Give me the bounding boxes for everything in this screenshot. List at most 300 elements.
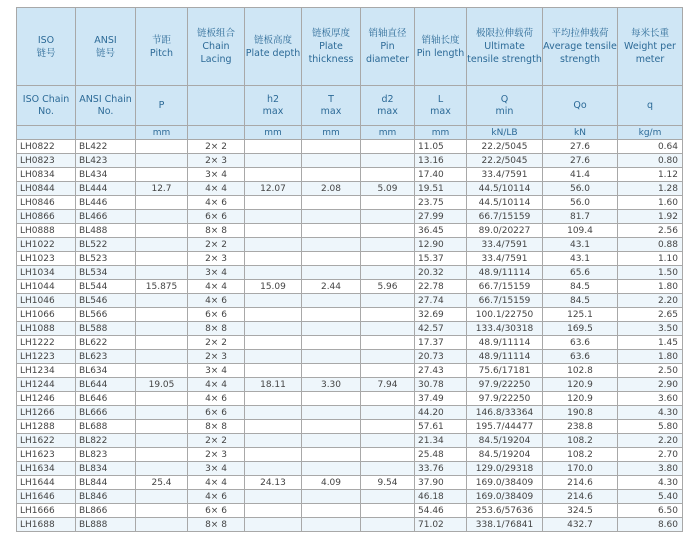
pitch-cell [136, 406, 188, 420]
pin-diameter-cell [361, 294, 415, 308]
iso-chain-no: LH1634 [17, 462, 76, 476]
pin-length: 30.78 [415, 378, 467, 392]
pin-diameter-cell [361, 392, 415, 406]
table-row [17, 476, 683, 490]
pitch-cell: 19.05 [136, 378, 188, 392]
pin-length: 36.45 [415, 224, 467, 238]
iso-chain-no: LH1666 [17, 504, 76, 518]
chain-lacing: 4× 6 [188, 392, 245, 406]
symbol-line-1: q [646, 99, 654, 111]
table-row [17, 322, 683, 336]
average-tensile-strength: 214.6 [543, 476, 618, 490]
pin-diameter-cell [361, 168, 415, 182]
ansi-chain-no: BL566 [76, 308, 136, 322]
symbol-cell [543, 86, 618, 126]
pin-diameter-cell: 9.54 [361, 476, 415, 490]
pin-diameter-cell [361, 224, 415, 238]
table-row [17, 406, 683, 420]
pitch-cell [136, 490, 188, 504]
symbol-line-1: Q [500, 93, 509, 105]
header-line-2: Ultimate tensile strength [467, 41, 542, 65]
plate-depth-cell [245, 392, 302, 406]
ultimate-tensile-strength: 169.0/38409 [467, 490, 543, 504]
plate-thickness-cell [302, 266, 361, 280]
average-tensile-strength: 120.9 [543, 378, 618, 392]
ultimate-tensile-strength: 44.5/10114 [467, 182, 543, 196]
ansi-chain-no: BL466 [76, 210, 136, 224]
pitch-cell: 15.875 [136, 280, 188, 294]
chain-lacing: 6× 6 [188, 308, 245, 322]
table-row [17, 182, 683, 196]
table-row [17, 518, 683, 532]
iso-chain-no: LH1623 [17, 448, 76, 462]
ultimate-tensile-strength: 66.7/15159 [467, 210, 543, 224]
plate-depth-cell [245, 490, 302, 504]
header-cell [188, 8, 245, 86]
ultimate-tensile-strength: 84.5/19204 [467, 434, 543, 448]
iso-chain-no: LH1222 [17, 336, 76, 350]
ansi-chain-no: BL844 [76, 476, 136, 490]
symbol-cell [361, 86, 415, 126]
header-line-2: Pin length [416, 47, 465, 59]
weight-per-meter: 4.30 [618, 406, 683, 420]
symbol-line-1: h2 [266, 93, 280, 105]
table-row [17, 364, 683, 378]
ultimate-tensile-strength: 22.2/5045 [467, 140, 543, 154]
pitch-cell [136, 322, 188, 336]
weight-per-meter: 1.28 [618, 182, 683, 196]
plate-thickness-cell [302, 364, 361, 378]
ansi-chain-no: BL488 [76, 224, 136, 238]
pin-diameter-cell [361, 350, 415, 364]
ultimate-tensile-strength: 66.7/15159 [467, 294, 543, 308]
pin-diameter-cell [361, 490, 415, 504]
ansi-chain-no: BL422 [76, 140, 136, 154]
ansi-chain-no: BL822 [76, 434, 136, 448]
header-cell [618, 8, 683, 86]
pin-diameter-cell [361, 210, 415, 224]
ultimate-tensile-strength: 195.7/44477 [467, 420, 543, 434]
header-cell [136, 8, 188, 86]
pitch-cell [136, 462, 188, 476]
symbol-cell [245, 86, 302, 126]
table-row [17, 434, 683, 448]
ultimate-tensile-strength: 66.7/15159 [467, 280, 543, 294]
header-line-1: 极限拉伸载荷 [475, 28, 533, 39]
plate-depth-cell [245, 266, 302, 280]
plate-depth-cell [245, 336, 302, 350]
pitch-cell [136, 434, 188, 448]
header-line-1: ISO [37, 34, 55, 46]
weight-per-meter: 2.20 [618, 294, 683, 308]
plate-depth-cell [245, 224, 302, 238]
pin-length: 25.48 [415, 448, 467, 462]
weight-per-meter: 0.80 [618, 154, 683, 168]
table-row [17, 140, 683, 154]
pin-length: 15.37 [415, 252, 467, 266]
ultimate-tensile-strength: 146.8/33364 [467, 406, 543, 420]
plate-thickness-cell [302, 238, 361, 252]
table-row [17, 168, 683, 182]
plate-depth-cell [245, 294, 302, 308]
table-row [17, 280, 683, 294]
pin-diameter-cell [361, 322, 415, 336]
chain-lacing: 4× 6 [188, 490, 245, 504]
ansi-chain-no: BL522 [76, 238, 136, 252]
iso-chain-no: LH0822 [17, 140, 76, 154]
symbol-cell [415, 86, 467, 126]
unit-cell: mm [415, 126, 467, 140]
symbol-line-1: T [328, 93, 334, 105]
pin-diameter-cell [361, 196, 415, 210]
ansi-chain-no: BL666 [76, 406, 136, 420]
average-tensile-strength: 84.5 [543, 280, 618, 294]
chain-lacing: 6× 6 [188, 504, 245, 518]
pin-length: 12.90 [415, 238, 467, 252]
pin-length: 37.49 [415, 392, 467, 406]
plate-thickness-cell [302, 490, 361, 504]
plate-thickness-cell [302, 308, 361, 322]
chain-lacing: 6× 6 [188, 406, 245, 420]
chain-lacing: 8× 8 [188, 420, 245, 434]
symbol-line-2: No. [97, 105, 114, 117]
header-row-2 [17, 86, 683, 126]
pitch-cell [136, 448, 188, 462]
header-line-1: 销轴直径 [368, 28, 407, 39]
header-line-2: Plate depth [245, 47, 301, 59]
plate-depth-cell: 15.09 [245, 280, 302, 294]
chain-lacing: 8× 8 [188, 224, 245, 238]
plate-depth-cell [245, 420, 302, 434]
plate-depth-cell [245, 308, 302, 322]
pin-length: 20.32 [415, 266, 467, 280]
weight-per-meter: 2.56 [618, 224, 683, 238]
symbol-line-2: max [377, 105, 398, 117]
plate-thickness-cell [302, 224, 361, 238]
pin-length: 46.18 [415, 490, 467, 504]
plate-depth-cell [245, 462, 302, 476]
iso-chain-no: LH1234 [17, 364, 76, 378]
header-cell [361, 8, 415, 86]
pitch-cell [136, 308, 188, 322]
header-line-2: Pitch [149, 47, 174, 59]
pitch-cell [136, 238, 188, 252]
weight-per-meter: 3.80 [618, 462, 683, 476]
symbol-cell [302, 86, 361, 126]
unit-cell [76, 126, 136, 140]
symbol-line-2: min [495, 105, 514, 117]
iso-chain-no: LH0823 [17, 154, 76, 168]
symbol-line-1: ISO Chain [22, 93, 70, 105]
ansi-chain-no: BL644 [76, 378, 136, 392]
header-cell [76, 8, 136, 86]
plate-depth-cell [245, 364, 302, 378]
weight-per-meter: 2.70 [618, 448, 683, 462]
chain-lacing: 2× 3 [188, 350, 245, 364]
weight-per-meter: 0.88 [618, 238, 683, 252]
plate-thickness-cell [302, 210, 361, 224]
ansi-chain-no: BL544 [76, 280, 136, 294]
unit-cell: kN/LB [467, 126, 543, 140]
iso-chain-no: LH1034 [17, 266, 76, 280]
pin-diameter-cell [361, 434, 415, 448]
pin-length: 17.37 [415, 336, 467, 350]
ultimate-tensile-strength: 89.0/20227 [467, 224, 543, 238]
pitch-cell [136, 336, 188, 350]
pin-diameter-cell [361, 462, 415, 476]
header-line-2: 链号 [95, 47, 115, 59]
header-line-1: 链板厚度 [311, 28, 350, 39]
weight-per-meter: 8.60 [618, 518, 683, 532]
table-body [17, 140, 683, 532]
pin-length: 19.51 [415, 182, 467, 196]
ultimate-tensile-strength: 48.9/11114 [467, 336, 543, 350]
pitch-cell [136, 504, 188, 518]
plate-depth-cell [245, 238, 302, 252]
pitch-cell [136, 266, 188, 280]
symbol-line-1: Qo [573, 99, 587, 111]
ultimate-tensile-strength: 253.6/57636 [467, 504, 543, 518]
chain-lacing: 4× 4 [188, 378, 245, 392]
pin-diameter-cell [361, 504, 415, 518]
symbol-line-2: max [262, 105, 284, 117]
average-tensile-strength: 27.6 [543, 140, 618, 154]
average-tensile-strength: 27.6 [543, 154, 618, 168]
average-tensile-strength: 169.5 [543, 322, 618, 336]
plate-thickness-cell [302, 294, 361, 308]
ultimate-tensile-strength: 97.9/22250 [467, 378, 543, 392]
ultimate-tensile-strength: 100.1/22750 [467, 308, 543, 322]
table-row [17, 196, 683, 210]
chain-lacing: 6× 6 [188, 210, 245, 224]
weight-per-meter: 1.45 [618, 336, 683, 350]
ultimate-tensile-strength: 84.5/19204 [467, 448, 543, 462]
plate-thickness-cell [302, 462, 361, 476]
chain-lacing: 4× 6 [188, 294, 245, 308]
header-cell [245, 8, 302, 86]
table-row [17, 392, 683, 406]
header-line-1: 节距 [151, 34, 171, 46]
unit-cell: mm [361, 126, 415, 140]
pin-length: 57.61 [415, 420, 467, 434]
plate-depth-cell [245, 350, 302, 364]
chain-lacing: 2× 3 [188, 448, 245, 462]
iso-chain-no: LH1688 [17, 518, 76, 532]
unit-cell: mm [245, 126, 302, 140]
ansi-chain-no: BL534 [76, 266, 136, 280]
iso-chain-no: LH0846 [17, 196, 76, 210]
iso-chain-no: LH1644 [17, 476, 76, 490]
chain-lacing: 4× 4 [188, 280, 245, 294]
plate-thickness-cell [302, 140, 361, 154]
ansi-chain-no: BL623 [76, 350, 136, 364]
pin-diameter-cell [361, 308, 415, 322]
pin-length: 37.90 [415, 476, 467, 490]
table-row [17, 224, 683, 238]
plate-depth-cell [245, 140, 302, 154]
header-line-2: Pin diameter [365, 41, 410, 65]
average-tensile-strength: 190.8 [543, 406, 618, 420]
header-line-1: 链板组合 [196, 28, 235, 39]
ultimate-tensile-strength: 97.9/22250 [467, 392, 543, 406]
iso-chain-no: LH0888 [17, 224, 76, 238]
weight-per-meter: 1.50 [618, 266, 683, 280]
table-row [17, 308, 683, 322]
plate-thickness-cell [302, 434, 361, 448]
ultimate-tensile-strength: 169.0/38409 [467, 476, 543, 490]
unit-cell: kg/m [618, 126, 683, 140]
table-row [17, 378, 683, 392]
unit-cell [188, 126, 245, 140]
pin-length: 27.99 [415, 210, 467, 224]
iso-chain-no: LH1223 [17, 350, 76, 364]
table-row [17, 504, 683, 518]
ultimate-tensile-strength: 48.9/11114 [467, 266, 543, 280]
weight-per-meter: 5.80 [618, 420, 683, 434]
table-row [17, 294, 683, 308]
table-row [17, 154, 683, 168]
plate-thickness-cell [302, 168, 361, 182]
plate-depth-cell [245, 196, 302, 210]
header-cell [415, 8, 467, 86]
plate-thickness-cell [302, 504, 361, 518]
symbol-cell [618, 86, 683, 126]
chain-spec-table-wrap [16, 7, 682, 532]
plate-thickness-cell: 2.44 [302, 280, 361, 294]
average-tensile-strength: 125.1 [543, 308, 618, 322]
plate-thickness-cell [302, 196, 361, 210]
chain-lacing: 2× 2 [188, 238, 245, 252]
chain-spec-table [16, 7, 683, 532]
iso-chain-no: LH1622 [17, 434, 76, 448]
pin-length: 27.74 [415, 294, 467, 308]
symbol-line-2: No. [38, 105, 54, 117]
ultimate-tensile-strength: 33.4/7591 [467, 238, 543, 252]
pitch-cell [136, 350, 188, 364]
header-line-1: 平均拉伸载荷 [551, 28, 609, 39]
average-tensile-strength: 43.1 [543, 238, 618, 252]
average-tensile-strength: 432.7 [543, 518, 618, 532]
header-line-1: 每米长重 [630, 28, 669, 39]
plate-thickness-cell [302, 350, 361, 364]
header-units-row [17, 126, 683, 140]
average-tensile-strength: 63.6 [543, 336, 618, 350]
weight-per-meter: 1.10 [618, 252, 683, 266]
ansi-chain-no: BL444 [76, 182, 136, 196]
ansi-chain-no: BL823 [76, 448, 136, 462]
plate-thickness-cell: 2.08 [302, 182, 361, 196]
header-line-2: 链号 [36, 47, 56, 59]
average-tensile-strength: 108.2 [543, 434, 618, 448]
chain-lacing: 8× 8 [188, 518, 245, 532]
plate-depth-cell [245, 322, 302, 336]
chain-lacing: 2× 2 [188, 434, 245, 448]
unit-cell: kN [543, 126, 618, 140]
ansi-chain-no: BL688 [76, 420, 136, 434]
table-row [17, 420, 683, 434]
chain-lacing: 8× 8 [188, 322, 245, 336]
pitch-cell [136, 294, 188, 308]
ansi-chain-no: BL866 [76, 504, 136, 518]
weight-per-meter: 6.50 [618, 504, 683, 518]
pin-length: 22.78 [415, 280, 467, 294]
pin-length: 27.43 [415, 364, 467, 378]
ultimate-tensile-strength: 44.5/10114 [467, 196, 543, 210]
pin-diameter-cell [361, 140, 415, 154]
iso-chain-no: LH1088 [17, 322, 76, 336]
pitch-cell [136, 364, 188, 378]
header-cell [302, 8, 361, 86]
pin-length: 32.69 [415, 308, 467, 322]
average-tensile-strength: 102.8 [543, 364, 618, 378]
header-line-2: Chain Lacing [200, 41, 232, 65]
unit-cell: mm [136, 126, 188, 140]
weight-per-meter: 2.90 [618, 378, 683, 392]
header-line-1: 链板高度 [253, 34, 292, 46]
chain-lacing: 2× 2 [188, 140, 245, 154]
ultimate-tensile-strength: 33.4/7591 [467, 252, 543, 266]
plate-depth-cell [245, 406, 302, 420]
chain-lacing: 4× 4 [188, 182, 245, 196]
weight-per-meter: 3.60 [618, 392, 683, 406]
table-row [17, 238, 683, 252]
pin-diameter-cell [361, 266, 415, 280]
pin-length: 21.34 [415, 434, 467, 448]
average-tensile-strength: 43.1 [543, 252, 618, 266]
plate-depth-cell [245, 518, 302, 532]
plate-depth-cell [245, 168, 302, 182]
symbol-line-1: L [437, 93, 444, 105]
plate-depth-cell [245, 210, 302, 224]
pin-length: 44.20 [415, 406, 467, 420]
symbol-cell [17, 86, 76, 126]
weight-per-meter: 1.80 [618, 350, 683, 364]
plate-thickness-cell: 3.30 [302, 378, 361, 392]
ansi-chain-no: BL423 [76, 154, 136, 168]
plate-thickness-cell [302, 154, 361, 168]
pin-length: 20.73 [415, 350, 467, 364]
iso-chain-no: LH0866 [17, 210, 76, 224]
header-line-2: Average tensile strength [543, 41, 617, 65]
header-line-2: Weight per meter [624, 41, 676, 65]
weight-per-meter: 2.20 [618, 434, 683, 448]
symbol-cell [188, 86, 245, 126]
iso-chain-no: LH1066 [17, 308, 76, 322]
weight-per-meter: 1.80 [618, 280, 683, 294]
plate-depth-cell [245, 252, 302, 266]
ansi-chain-no: BL546 [76, 294, 136, 308]
weight-per-meter: 1.60 [618, 196, 683, 210]
average-tensile-strength: 120.9 [543, 392, 618, 406]
iso-chain-no: LH0834 [17, 168, 76, 182]
pin-diameter-cell [361, 406, 415, 420]
average-tensile-strength: 84.5 [543, 294, 618, 308]
pin-length: 23.75 [415, 196, 467, 210]
average-tensile-strength: 238.8 [543, 420, 618, 434]
iso-chain-no: LH1244 [17, 378, 76, 392]
pin-length: 13.16 [415, 154, 467, 168]
table-row [17, 252, 683, 266]
iso-chain-no: LH1044 [17, 280, 76, 294]
average-tensile-strength: 65.6 [543, 266, 618, 280]
iso-chain-no: LH1246 [17, 392, 76, 406]
plate-thickness-cell [302, 322, 361, 336]
plate-thickness-cell [302, 420, 361, 434]
pitch-cell [136, 392, 188, 406]
plate-depth-cell [245, 504, 302, 518]
chain-lacing: 3× 4 [188, 168, 245, 182]
average-tensile-strength: 170.0 [543, 462, 618, 476]
